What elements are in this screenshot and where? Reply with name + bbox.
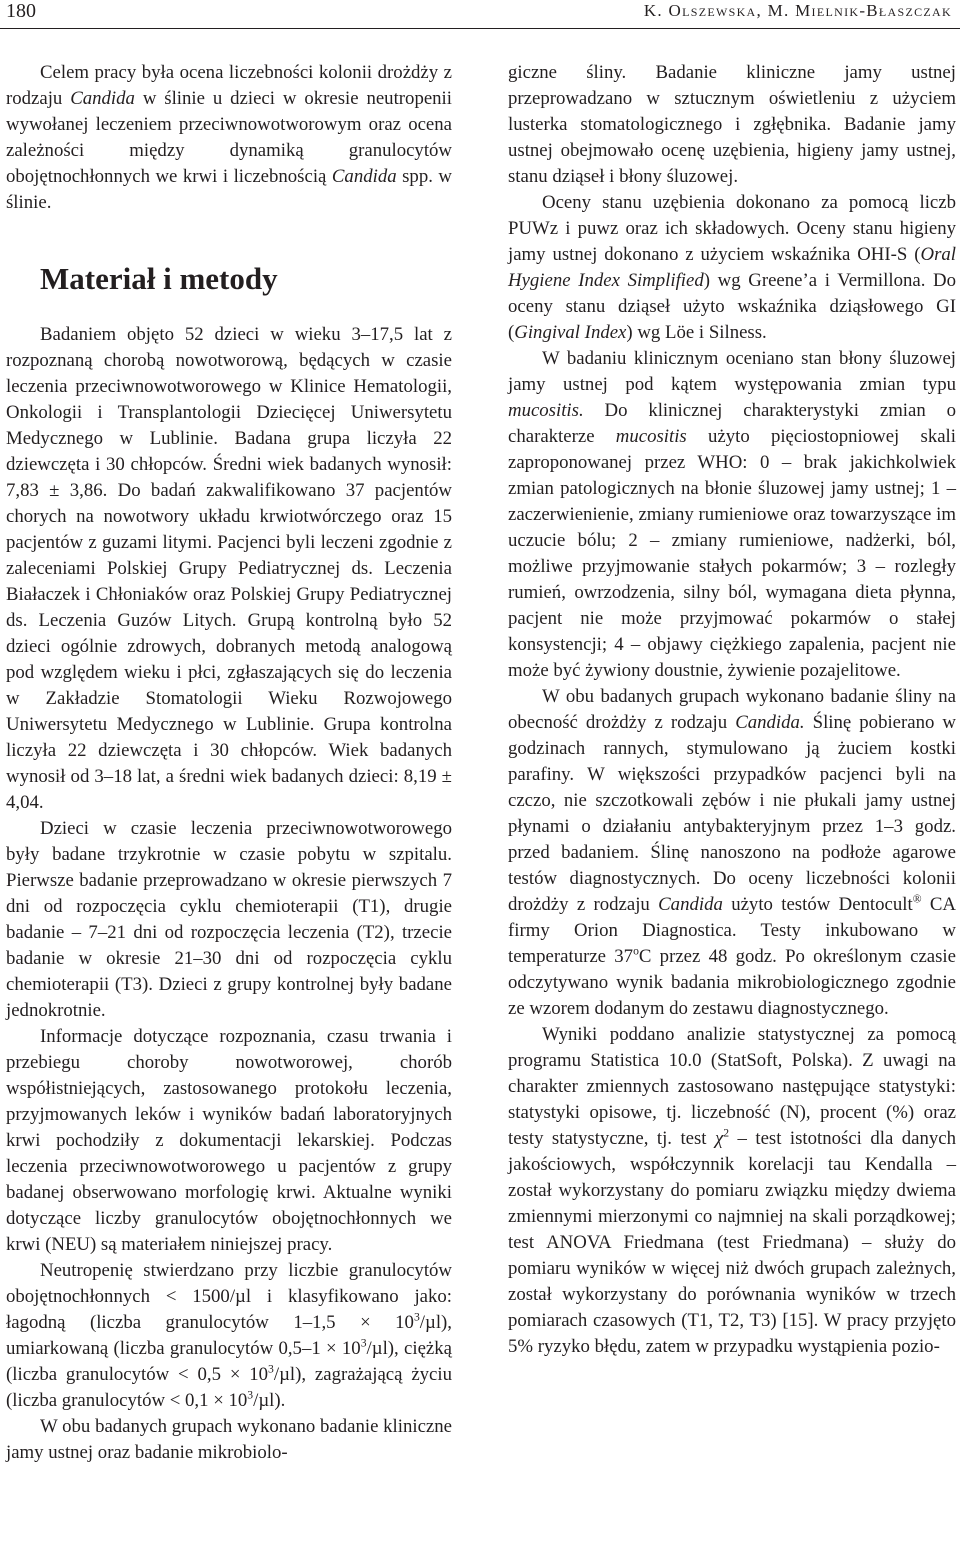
- section-heading: Materiał i metody: [40, 261, 278, 296]
- text-run: /µl), ciężką (liczba granulocytów < 0,5 × 10: [6, 1338, 452, 1385]
- text-run: Celem pracy była ocena liczebności kolonii drożdży z rodzaju: [6, 62, 452, 109]
- right-column: [508, 60, 956, 1360]
- italic-text: χ: [714, 1128, 724, 1149]
- superscript: ®: [912, 892, 922, 906]
- text-run: /µl), zagrażającą życiu (liczba granulocytów < 0,1 × 10: [6, 1364, 452, 1411]
- paragraph-medical-records: [6, 1024, 452, 1258]
- text-run: użyto pięciostopniowej skali zaproponowanej przez WHO: 0 – brak jakichkolwiek zmian patologicznych na błonie śluzowej jamy ustnej; 1 – zaczerwienienie, zmiany rumieniowe oraz towarzyszące im uczucie bólu; 2 – zmiany rumieniowe, nadżerki, ból, możliwe przyjmowanie stałych pokarmów; 3 – rozległy rumień, owrzodzenia, silny ból, wymagana dieta płynna, pacjent nie może przyjmować pokarmów o stałej konsystencji; 4 – objawy ciężkiego zapalenia, pacjent nie może być żywiony doustnie, żywienie pozajelitowe.: [508, 426, 956, 681]
- text-run: Do klinicznej charakterystyki zmian o charakterze: [508, 400, 956, 447]
- intro-paragraph: [6, 60, 452, 216]
- italic-text: Oral Hygiene Index Simplified: [508, 244, 956, 291]
- superscript: 3: [268, 1362, 274, 1376]
- paragraph-mucositis-scale: [508, 346, 956, 684]
- header-rule: [0, 28, 960, 29]
- text-run: – test istotności dla danych jakościowych, współczynnik korelacji tau Kendalla – został wykorzystany do pomiaru związku między dwiema zmiennymi mierzonymi co najmniej na skali porządkowej; test ANOVA Friedmana (test Friedmana) – służy do pomiaru wyników w więcej niż dwóch grupach zależnych, został wykorzystany do porównania wyników w trzech pomiarach czasowych (T1, T2, T3) [15]. W pracy przyjęto 5% ryzyko błędu, zatem w przypadku wystąpienia pozio-: [508, 1128, 956, 1357]
- text-run: ) wg Löe i Silness.: [626, 322, 767, 343]
- paragraph-study-group: [6, 322, 452, 816]
- superscript: 3: [360, 1336, 367, 1350]
- italic-text: Candida.: [735, 712, 805, 733]
- left-column: [6, 60, 452, 1466]
- paragraph-clinical-exam-start: [6, 1414, 452, 1466]
- text-run: W obu badanych grupach wykonano badanie śliny na obecność drożdży z rodzaju: [508, 686, 956, 733]
- text-run: Badaniem objęto 52 dzieci w wieku 3–17,5 lat z rozpoznaną chorobą nowotworową, będących w czasie leczenia przeciwnowotworowego w Klinice Hematologii, Onkologii i Transplantologii Dziecięcej Uniwersytetu Medycznego w Lublinie. Badana grupa liczyła 22 dziewczęta i 30 chłopców. Średni wiek badanych wynosił: 7,83 ± 3,86. Do badań zakwalifikowano 37 pacjentów chorych na nowotwory układu krwiotwórczego oraz 15 pacjentów z guzami litymi. Pacjenci byli leczeni zgodnie z zaleceniami Polskiej Grupy Pediatrycznej ds. Leczenia Białaczek i Chłoniaków oraz Polskiej Grupy Pediatrycznej ds. Leczenia Guzów Litych. Grupą kontrolną było 52 dzieci ogólnie zdrowych, dobranych metodą analogową pod względem wieku i płci, zgłaszających się do leczenia w Zakładzie Stomatologii Wieku Rozwojowego Uniwersytetu Medycznego w Lublinie. Grupa kontrolna liczyła 22 dziewczęta i 30 chłopców. Wiek badanych wynosił od 3–18 lat, a średni wiek badanych dzieci: 8,19 ± 4,04.: [6, 324, 452, 813]
- paragraph-statistical-analysis: [508, 1022, 956, 1360]
- superscript: 2: [723, 1126, 730, 1140]
- text-run: Informacje dotyczące rozpoznania, czasu trwania i przebiegu choroby nowotworowej, chorób współistniejących, zastosowanego protokołu leczenia, przyjmowanych leków i wyników badań laboratoryjnych krwi pochodziły z dokumentacji lekarskiej. Podczas leczenia przeciwnowotworowego u pacjentów z grupy badanej obserwowano morfologię krwi. Aktualne wyniki dotyczące liczby granulocytów obojętnochłonnych we krwi (NEU) są materiałem niniejszej pracy.: [6, 1026, 452, 1255]
- text-run: spp. w ślinie.: [6, 166, 452, 213]
- superscript: 3: [413, 1310, 420, 1324]
- italic-text: mucositis: [615, 426, 687, 447]
- text-run: C przez 48 godz. Po określonym czasie odczytywano wynik badania mikrobiologicznego zgodnie ze wzorem dodanym do zestawu diagnostycznego.: [508, 946, 956, 1019]
- superscript: o: [633, 944, 639, 958]
- running-head-authors: K. Olszewska, M. Mielnik-Błaszczak: [643, 1, 952, 20]
- text-run: Oceny stanu uzębienia dokonano za pomocą liczb PUWz i puwz oraz ich składowych. Oceny stanu higieny jamy ustnej dokonano z użyciem wskaźnika OHI-S (: [508, 192, 956, 265]
- text-run: /µl), umiarkowaną (liczba granulocytów 0,5–1 × 10: [6, 1312, 452, 1359]
- text-run: CA firmy Orion Diagnostica. Testy inkubowano w temperaturze 37: [508, 894, 956, 967]
- text-run: Wyniki poddano analizie statystycznej za pomocą programu Statistica 10.0 (StatSoft, Polska). Z uwagi na charakter zmiennych zastosowano następujące statystyki: statystyki opisowe, tj. liczebność (N), procent (%) oraz testy statystyczne, tj. test: [508, 1024, 956, 1149]
- text-run: W badaniu klinicznym oceniano stan błony śluzowej jamy ustnej pod kątem występowania zmian typu: [508, 348, 956, 395]
- page-header: [0, 0, 960, 30]
- text-run: /µl).: [253, 1390, 286, 1411]
- text-run: ) wg Greene’a i Vermillona. Do oceny stanu dziąseł użyto wskaźnika dziąsłowego GI (: [508, 270, 956, 343]
- text-run: Ślinę pobierano w godzinach rannych, stymulowano ją żuciem kostki parafiny. W większości przypadków pacjenci byli na czczo, nie szczotkowali zębów i nie płukali jamy ustnej płynami o działaniu antybakteryjnym przez 1–3 godz. przed badaniem. Ślinę nanoszono na podłoże agarowe testów diagnostycznych. Do oceny liczebności kolonii drożdży z rodzaju: [508, 712, 956, 915]
- paragraph-dental-indices: [508, 190, 956, 346]
- text-run: Dzieci w czasie leczenia przeciwnowotworowego były badane trzykrotnie w czasie pobytu w szpitalu. Pierwsze badanie przeprowadzano w okresie pierwszych 7 dni od rozpoczęcia cyklu chemioterapii (T1), drugie badanie – 7–21 dni od rozpoczęcia leczenia (T2), trzecie badanie w okresie 21–30 dni od rozpoczęcia cyklu chemioterapii (T3). Dzieci z grupy kontrolnej były badane jednokrotnie.: [6, 818, 452, 1021]
- italic-text: Gingival Index: [514, 322, 627, 343]
- paragraph-neutropenia-classification: [6, 1258, 452, 1414]
- italic-text: Candida: [331, 166, 397, 187]
- text-run: Neutropenię stwierdzano przy liczbie granulocytów obojętnochłonnych < 1500/µl i klasyfikowano jako: łagodną (liczba granulocytów 1–1,5 × 10: [6, 1260, 452, 1333]
- paragraph-saliva-candida-test: [508, 684, 956, 1022]
- paragraph-examination-schedule: [6, 816, 452, 1024]
- italic-text: mucositis.: [508, 400, 584, 421]
- paragraph-clinical-exam-continued: [508, 60, 956, 190]
- text-run: W obu badanych grupach wykonano badanie kliniczne jamy ustnej oraz badanie mikrobiolo-: [6, 1416, 452, 1463]
- text-run: w ślinie u dzieci w okresie neutropenii wywołanej leczeniem przeciwnowotworowym oraz ocena zależności między dynamiką granulocytów obojętnochłonnych we krwi i liczebnością: [6, 88, 452, 187]
- page-number: 180: [6, 0, 36, 22]
- text-run: giczne śliny. Badanie kliniczne jamy ustnej przeprowadzano w sztucznym oświetleniu z użyciem lusterka stomatologicznego i zgłębnika. Badanie jamy ustnej obejmowało ocenę uzębienia, higieny jamy ustnej, stanu dziąseł i błony śluzowej.: [508, 62, 956, 187]
- italic-text: Candida: [70, 88, 135, 109]
- superscript: 3: [247, 1388, 254, 1402]
- italic-text: Candida: [658, 894, 723, 915]
- text-run: użyto testów Dentocult: [722, 894, 913, 915]
